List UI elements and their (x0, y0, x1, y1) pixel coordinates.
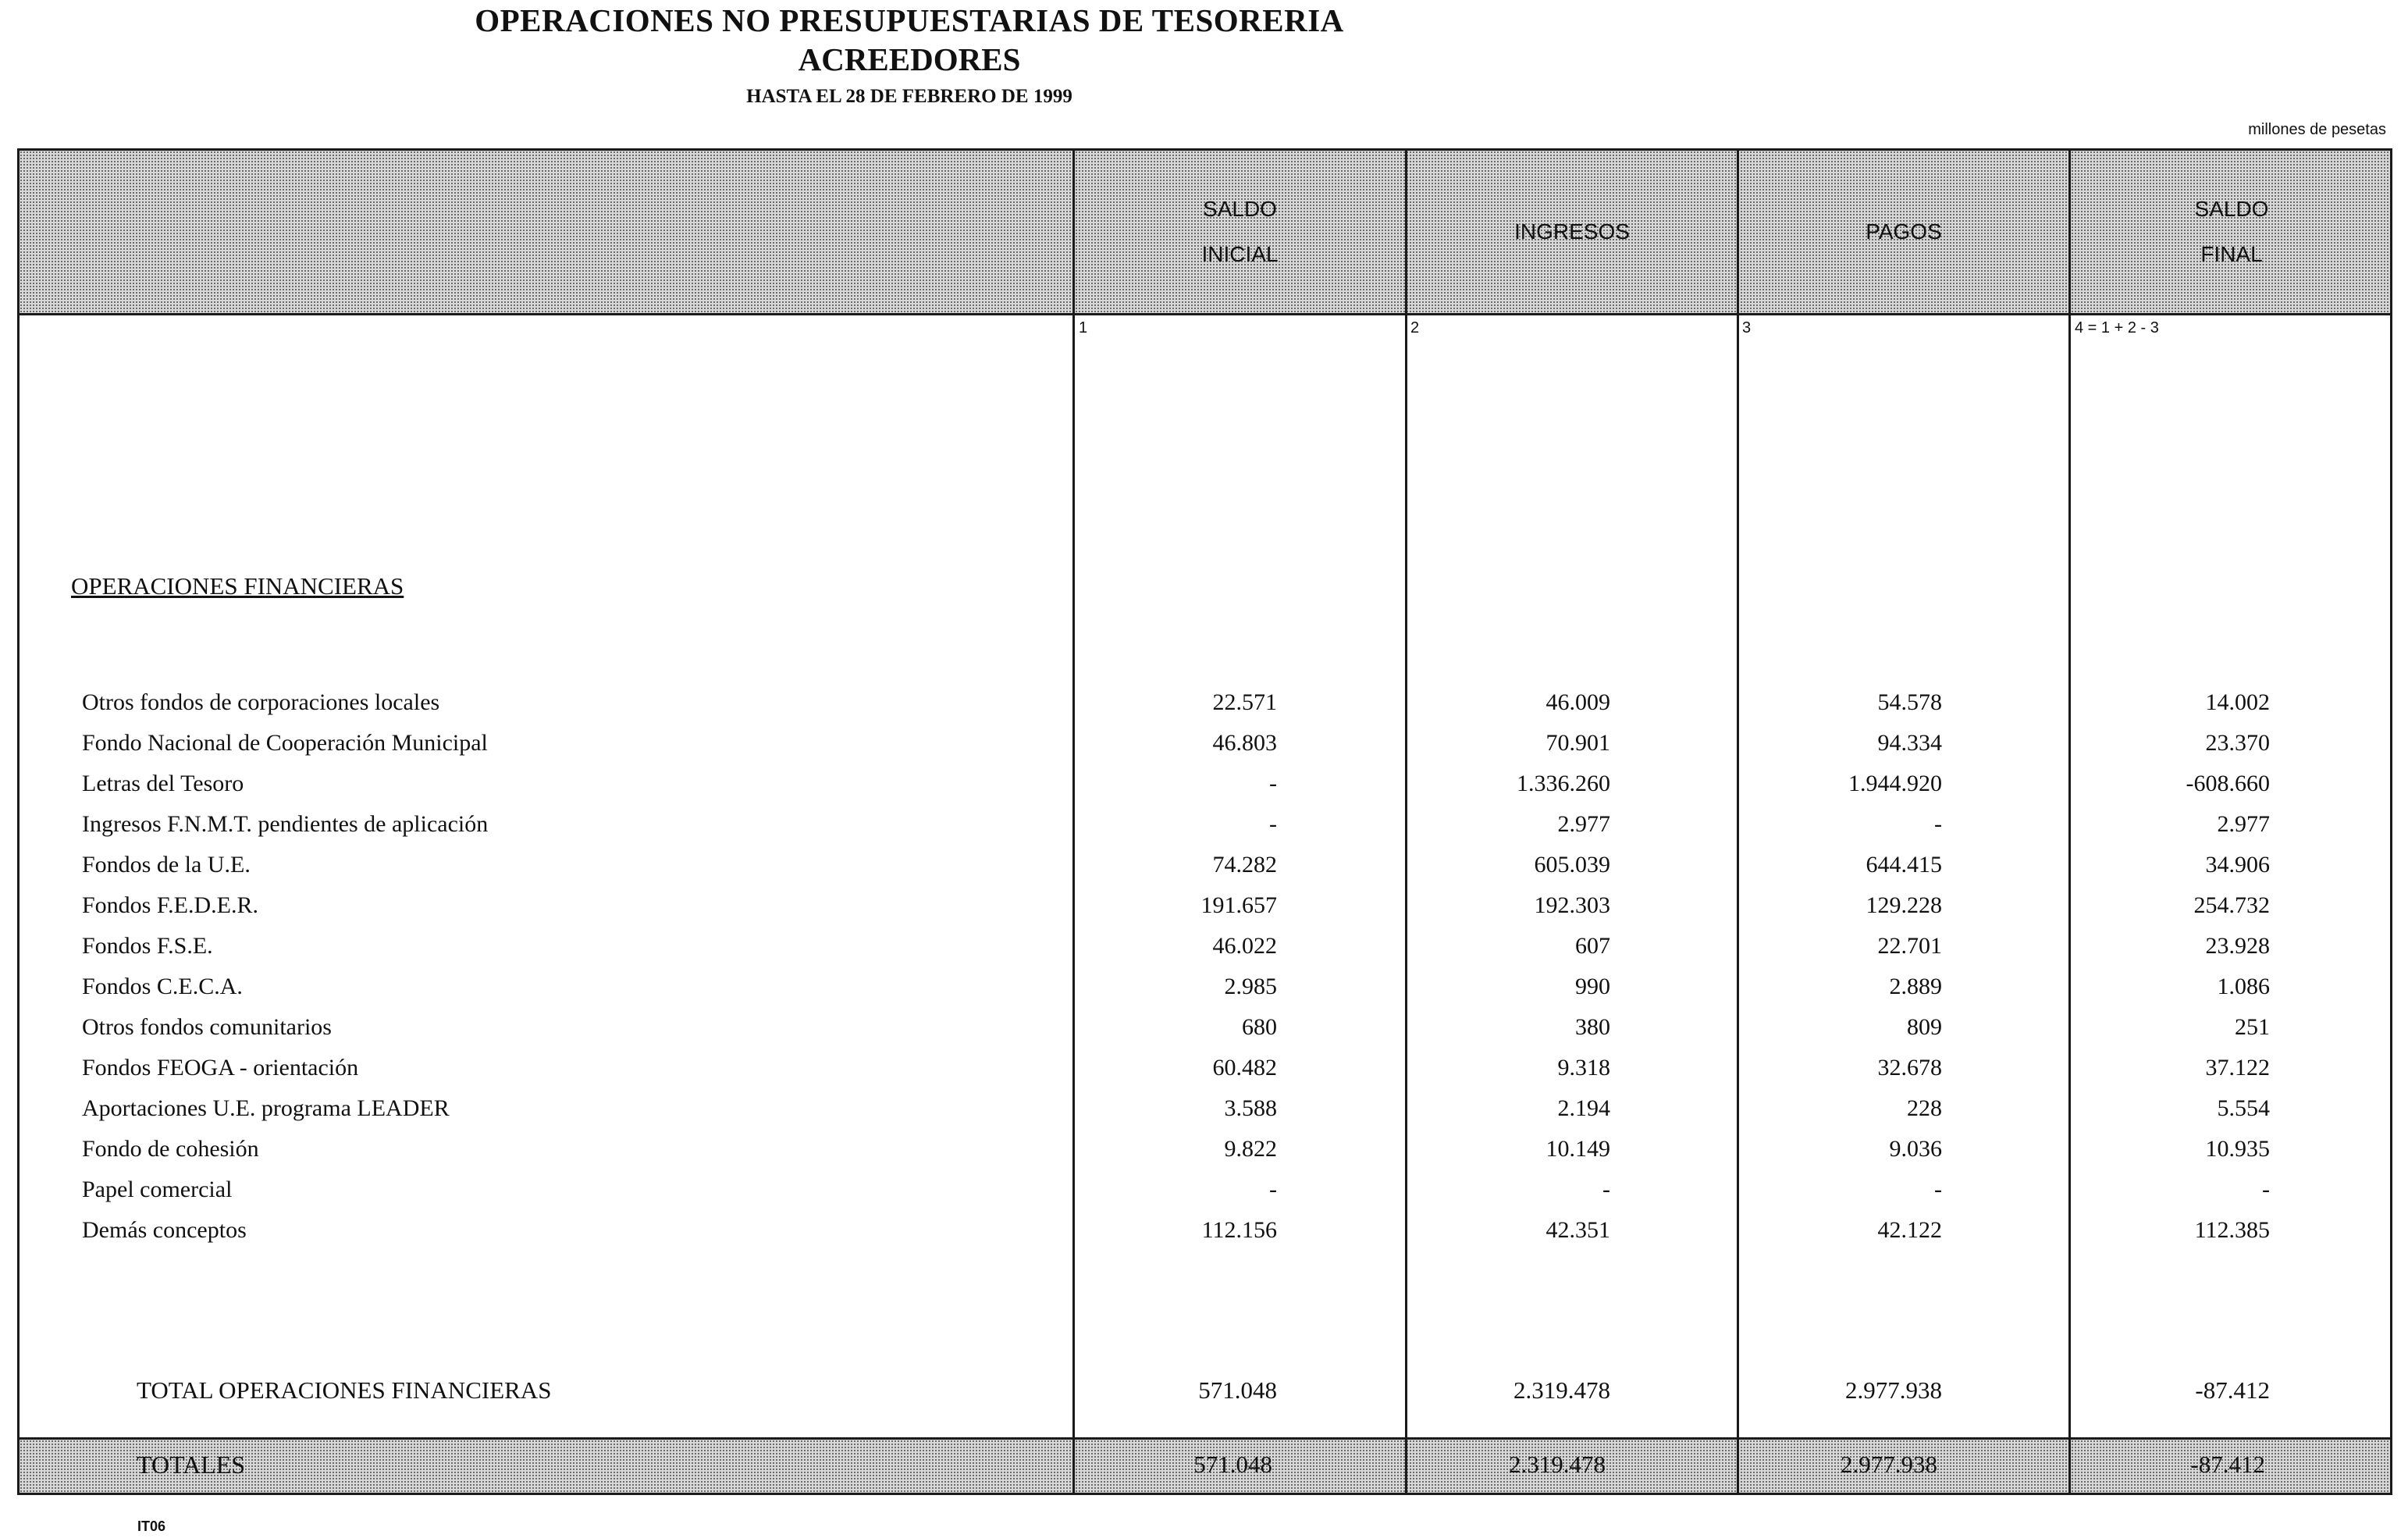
column-header-ingresos: INGRESOS (1514, 219, 1630, 244)
report-date-range: HASTA EL 28 DE FEBRERO DE 1999 (746, 86, 1072, 107)
totals-band (20, 1437, 2390, 1493)
column-header-saldo-final: SALDO FINAL (2194, 197, 2269, 266)
table-row: Letras del Tesoro - 1.336.260 1.944.920 -608.660 (82, 771, 2270, 796)
table-row: Fondos de la U.E. 74.282 605.039 644.415 34.906 (82, 852, 2270, 878)
column-number: 2 (1410, 319, 1420, 336)
table-row: Fondo Nacional de Cooperación Municipal 46.803 70.901 94.334 23.370 (82, 730, 2270, 756)
section-title: OPERACIONES FINANCIERAS (71, 572, 404, 600)
table-row: Fondos F.E.D.E.R. 191.657 192.303 129.228 254.732 (82, 892, 2270, 918)
total-ingresos: 2.319.478 (1513, 1376, 1610, 1404)
report-title: OPERACIONES NO PRESUPUESTARIAS DE TESORERIA (475, 2, 1344, 38)
table-row: Fondos FEOGA - orientación 60.482 9.318 32.678 37.122 (82, 1055, 2270, 1081)
treasury-table (17, 148, 2392, 1495)
column-header-saldo-inicial: SALDO INICIAL (1201, 197, 1279, 266)
column-header-pagos: PAGOS (1866, 219, 1942, 244)
total-pagos: 2.977.938 (1845, 1376, 1942, 1404)
totales-ingresos: 2.319.478 (1509, 1451, 1606, 1478)
total-saldo-final: -87.412 (2195, 1376, 2270, 1404)
total-operaciones-financieras-row (20, 1376, 2395, 1417)
column-number: 1 (1079, 319, 1088, 336)
total-saldo-inicial: 571.048 (1198, 1376, 1277, 1404)
column-number: 3 (1742, 319, 1752, 336)
table-row: Fondos F.S.E. 46.022 607 22.701 23.928 (82, 933, 2270, 959)
footer-code: IT06 (137, 1518, 166, 1534)
column-number: 4 = 1 + 2 - 3 (2075, 319, 2159, 336)
totales-label: TOTALES (137, 1451, 246, 1479)
report-subtitle-acreedores: ACREEDORES (798, 41, 1021, 77)
table-row: Ingresos F.N.M.T. pendientes de aplicación - 2.977 - 2.977 (82, 811, 2270, 837)
table-row: Fondos C.E.C.A. 2.985 990 2.889 1.086 (82, 974, 2270, 999)
table-row: Demás conceptos 112.156 42.351 42.122 112.385 (82, 1217, 2270, 1243)
table-row: Aportaciones U.E. programa LEADER 3.588 2.194 228 5.554 (82, 1095, 2270, 1121)
table-row: Papel comercial - - - - (82, 1177, 2270, 1202)
totales-pagos: 2.977.938 (1841, 1451, 1937, 1478)
units-label: millones de pesetas (2248, 121, 2386, 138)
table-row: Otros fondos comunitarios 680 380 809 251 (82, 1014, 2270, 1040)
table-row: Fondo de cohesión 9.822 10.149 9.036 10.935 (82, 1136, 2270, 1162)
totales-saldo-final: -87.412 (2190, 1451, 2265, 1478)
totales-saldo-inicial: 571.048 (1193, 1451, 1272, 1478)
total-label: TOTAL OPERACIONES FINANCIERAS (137, 1376, 552, 1404)
table-row: Otros fondos de corporaciones locales 22.571 46.009 54.578 14.002 (82, 689, 2270, 715)
